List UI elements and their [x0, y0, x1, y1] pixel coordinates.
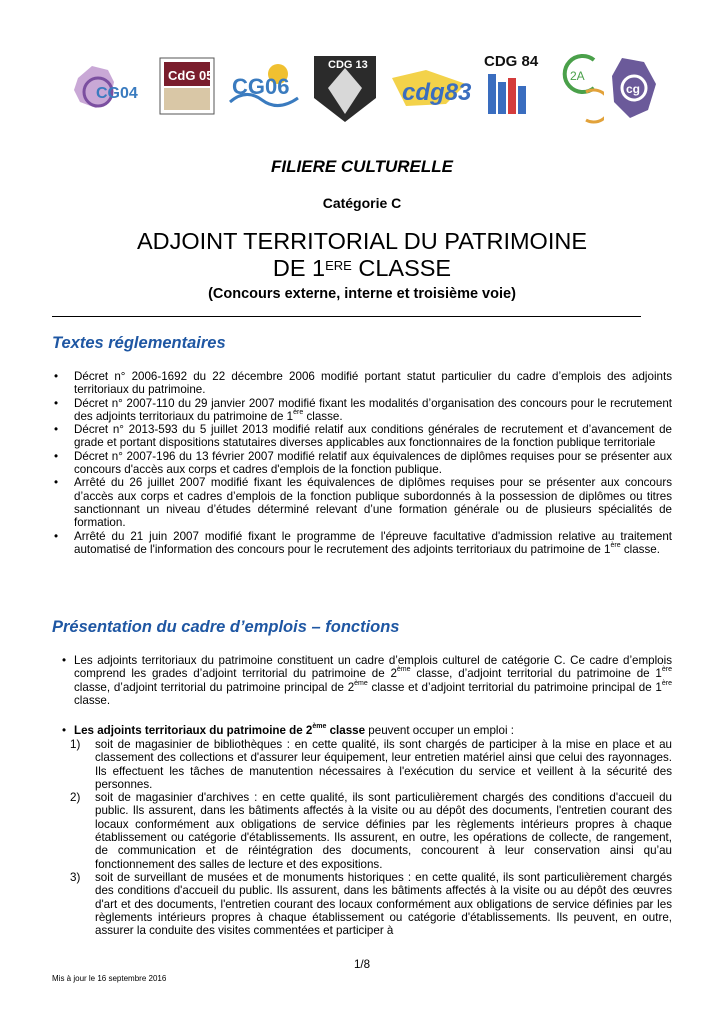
logo-cdg2b-text: cg	[626, 82, 641, 96]
p1-sup-1: ème	[396, 666, 411, 674]
functions-list	[52, 738, 672, 937]
list-item-text: Arrêté du 21 juin 2007 modifié fixant le programme de l'épreuve facultative d'admission relative au traitement automatisé de l'information des concours pour le recrutement des adjoints territoriaux du patrimoine de 1	[74, 529, 672, 556]
logo-cdg06-text: CG06	[232, 74, 290, 99]
function-item	[52, 871, 672, 937]
p2-sup: ème	[312, 723, 327, 731]
textes-list	[52, 370, 672, 556]
grade-intro	[52, 724, 672, 737]
function-number: 2)	[70, 791, 81, 805]
grade-intro-text	[74, 724, 672, 737]
logo-cdg84	[480, 48, 550, 126]
list-item-text: Décret n° 2006-1692 du 22 décembre 2006 modifié portant statut particulier du cadre d’emplois des adjoints territoriaux du patrimoine.	[74, 370, 672, 397]
title-line-2-pre: DE 1	[272, 255, 326, 281]
p1-b: classe, d’adjoint territorial du patrimoine de 1	[410, 667, 662, 681]
p1-sup-2: ère	[661, 666, 672, 674]
logo-cdg05-text: CdG 05	[168, 68, 214, 83]
logo-cdg83-text: cdg83	[402, 79, 472, 106]
p2-bold-b: classe	[326, 724, 366, 737]
list-item-text: Décret n° 2013-593 du 5 juillet 2013 modifié relatif aux conditions générales de recrutement et d’avancement de grade et portant dispositions statutaires diverses applicables aux fonctionnaires de la fonction publique territoriale	[74, 423, 672, 450]
logo-cdg06	[226, 48, 304, 126]
list-item	[52, 476, 672, 529]
list-item-text-end: classe.	[623, 542, 660, 556]
p1-sup-3: ème	[354, 679, 368, 687]
p2-rest: peuvent occuper un emploi :	[365, 724, 514, 737]
list-item	[52, 450, 672, 477]
presentation-paragraph-text	[74, 654, 672, 707]
bullet: •	[62, 724, 67, 737]
function-text: soit de surveillant de musées et de monuments historiques : en cette qualité, ils sont particulièrement chargés des conditions d'accueil du public. Ils assurent, dans les bâtiments affectés à la visite ou au dépôt des œuvres d'art et des documents, l'entretien courant des locaux conformément aux obligations de service définies par les règlements intérieurs propres à chaque établissement ou catégorie d'établissements. Ils peuvent, en outre, assurer la conduite des visites commentées et participer à	[95, 870, 672, 938]
logo-cdg04	[70, 48, 148, 126]
p1-d: classe et d’adjoint territorial du patrimoine principal de 1	[367, 680, 662, 694]
list-item-sup: ère	[610, 542, 621, 549]
list-item	[52, 397, 672, 424]
p2-bold-a: Les adjoints territoriaux du patrimoine de 2	[74, 724, 313, 737]
logo-cdg04-text: CG04	[96, 85, 138, 102]
p1-e: classe.	[74, 693, 111, 707]
function-number: 1)	[70, 738, 81, 751]
function-text: soit de magasinier de bibliothèques : en cette qualité, ils sont chargés de participer à la mise en place et au classement des collections et d'assurer leur équipement, leur entretien matériel ainsi que celui des rayonnages. Ils effectuent les tâches de manutention nécessaires à l'exécution du service et veillent à la sécurité des personnes.	[95, 738, 672, 791]
p1-c: classe, d’adjoint territorial du patrimoine principal de 2	[74, 680, 355, 694]
function-number: 3)	[70, 870, 81, 884]
presentation-paragraph	[52, 654, 672, 707]
document-title	[0, 228, 724, 282]
section-heading-textes: Textes réglementaires	[52, 334, 226, 352]
logo-cdg2b	[604, 48, 662, 126]
logo-cdg2a	[556, 48, 604, 126]
list-item-sup: ère	[293, 409, 304, 417]
title-line-2-sup: ERE	[325, 258, 352, 273]
section-heading-presentation: Présentation du cadre d’emplois – fonctions	[52, 618, 400, 636]
logo-cdg2a-text: 2A	[570, 69, 585, 83]
logo-cdg13	[310, 48, 380, 126]
header-divider	[52, 316, 641, 317]
document-subtitle: (Concours externe, interne et troisième voie)	[208, 286, 516, 302]
list-item-text: Arrêté du 26 juillet 2007 modifié fixant les équivalences de diplômes requises pour se présenter aux concours d’accès aux corps et cadres d’emplois de la fonction publique subordonnés à la possession de diplômes ou titres sanctionnant un niveau d’études déterminé relevant d’une formation générale ou de plusieurs spécialités de formation.	[74, 476, 672, 530]
title-line-2-post: CLASSE	[351, 255, 452, 281]
list-item-text: Décret n° 2007-196 du 13 février 2007 modifié relatif aux équivalences de diplômes requises pour se présenter aux concours d'accès aux corps et cadres d'emplois de la fonction publique.	[74, 449, 672, 477]
logos-row	[70, 48, 660, 128]
list-item	[52, 423, 672, 450]
list-item-text: Décret n° 2007-110 du 29 janvier 2007 modifié fixant les modalités d’organisation des concours pour le recrutement des adjoints territoriaux du patrimoine de 1	[74, 396, 672, 423]
update-date: Mis à jour le 16 septembre 2016	[52, 974, 167, 983]
list-item	[52, 370, 672, 397]
filiere-heading: FILIERE CULTURELLE	[271, 157, 453, 176]
list-item-text-end: classe.	[303, 409, 343, 423]
categorie-label: Catégorie C	[322, 195, 402, 211]
logo-cdg84-text: CDG 84	[484, 53, 539, 70]
function-text: soit de magasinier d'archives : en cette qualité, ils sont particulièrement chargés des conditions d'accueil du public. Ils assurent, dans les bâtiments affectés à la visite ou au dépôt des documents, l'entretien courant des locaux conformément aux obligations de service définies par les règlements intérieurs propres à chaque établissement ou catégorie d'établissements. Ils assurent, en outre, les opérations de collecte, de rangement, de communication et de réintégration des documents, concourent à leur conservation ainsi qu’au fonctionnement des salles de lecture et des expositions.	[95, 791, 672, 871]
bullet: •	[62, 654, 67, 667]
title-line-1: ADJOINT TERRITORIAL DU PATRIMOINE	[136, 228, 588, 254]
title-line-2	[0, 255, 724, 282]
list-item	[52, 530, 672, 557]
function-item	[52, 791, 672, 871]
p1-a: Les adjoints territoriaux du patrimoine constituent un cadre d’emplois culturel de catégorie C. Ce cadre d’emplois comprend les grades d’adjoint territorial du patrimoine de 2	[74, 654, 672, 681]
logo-cdg05	[152, 48, 222, 126]
page-number: 1/8	[353, 958, 371, 971]
p1-sup-4: ère	[661, 679, 672, 687]
logo-cdg83	[386, 48, 472, 126]
logo-cdg13-text: CDG 13	[328, 59, 368, 71]
function-item	[52, 738, 672, 791]
